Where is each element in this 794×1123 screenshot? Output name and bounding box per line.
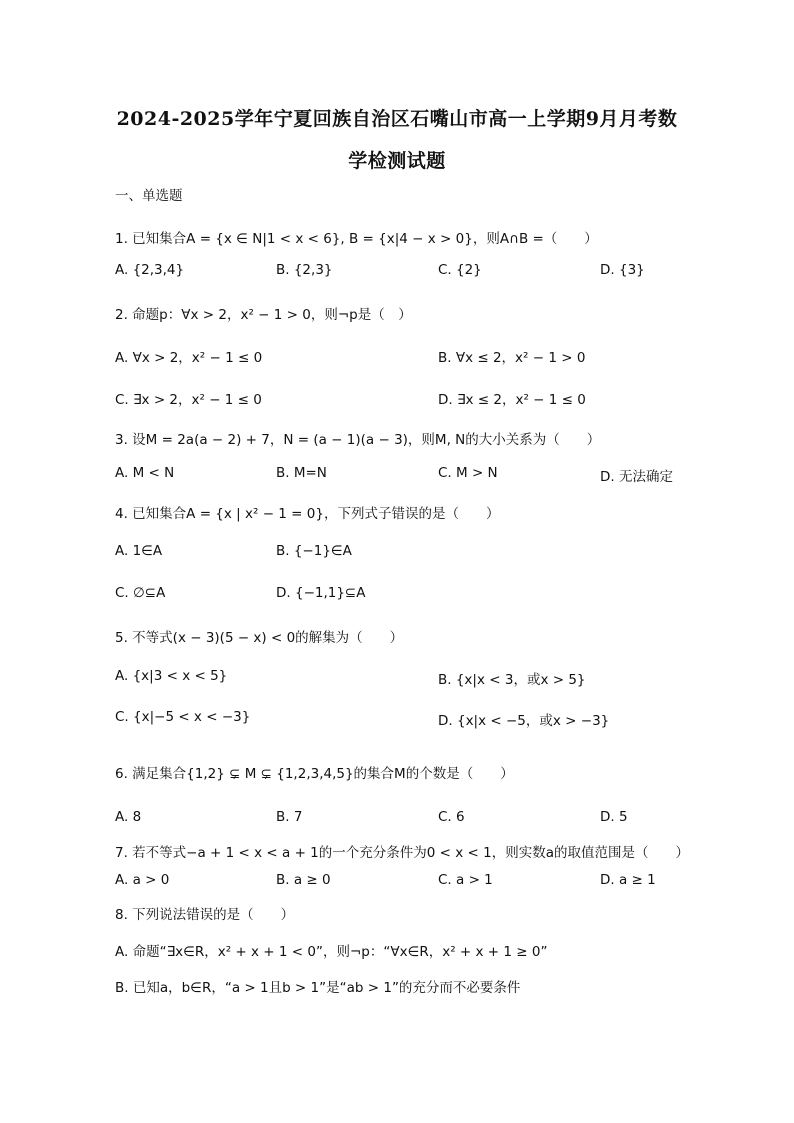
question-2-option-a: A. ∀x > 2，x² − 1 ≤ 0 bbox=[115, 350, 263, 366]
question-4-option-c: C. ∅⊆A bbox=[115, 585, 166, 601]
question-3-stem: 3. 设M = 2a(a − 2) + 7，N = (a − 1)(a − 3)，则M, N的大小关系为（ ） bbox=[115, 432, 601, 448]
question-2-option-b: B. ∀x ≤ 2，x² − 1 > 0 bbox=[438, 350, 586, 366]
question-3-option-b: B. M=N bbox=[276, 465, 327, 481]
document-title-line-1: 2024-2025学年宁夏回族自治区石嘴山市高一上学期9月月考数 bbox=[116, 108, 678, 130]
question-6-option-b: B. 7 bbox=[276, 809, 303, 825]
question-1-option-b: B. {2,3} bbox=[276, 262, 333, 278]
document-title-line-2: 学检测试题 bbox=[348, 150, 446, 172]
question-1-option-a: A. {2,3,4} bbox=[115, 262, 185, 278]
question-5-option-a: A. {x|3 < x < 5} bbox=[115, 668, 228, 684]
section-heading: 一、单选题 bbox=[115, 188, 183, 204]
question-6-option-d: D. 5 bbox=[600, 809, 628, 825]
question-5-option-d: D. {x|x < −5，或x > −3} bbox=[438, 713, 610, 729]
question-1-option-c: C. {2} bbox=[438, 262, 482, 278]
question-8-stem: 8. 下列说法错误的是（ ） bbox=[115, 907, 295, 923]
question-7-option-a: A. a > 0 bbox=[115, 872, 170, 888]
question-4-option-b: B. {−1}∈A bbox=[276, 543, 352, 559]
question-4-stem: 4. 已知集合A = {x | x² − 1 = 0}，下列式子错误的是（ ） bbox=[115, 506, 500, 522]
question-5-option-c: C. {x|−5 < x < −3} bbox=[115, 709, 251, 725]
question-6-option-a: A. 8 bbox=[115, 809, 142, 825]
question-3-option-d: D. 无法确定 bbox=[600, 469, 673, 485]
question-1-option-d: D. {3} bbox=[600, 262, 645, 278]
question-5-stem: 5. 不等式(x − 3)(5 − x) < 0的解集为（ ） bbox=[115, 630, 404, 646]
question-4-option-d: D. {−1,1}⊆A bbox=[276, 585, 366, 601]
question-7-option-d: D. a ≥ 1 bbox=[600, 872, 656, 888]
question-6-option-c: C. 6 bbox=[438, 809, 465, 825]
question-6-stem: 6. 满足集合{1,2} ⊊ M ⊊ {1,2,3,4,5}的集合M的个数是（ ） bbox=[115, 766, 514, 782]
question-7-option-c: C. a > 1 bbox=[438, 872, 493, 888]
question-7-stem: 7. 若不等式−a + 1 < x < a + 1的一个充分条件为0 < x < 1，则实数a的取值范围是（ ） bbox=[115, 845, 689, 861]
question-8-option-b: B. 已知a，b∈R，“a > 1且b > 1”是“ab > 1”的充分而不必要条件 bbox=[115, 980, 521, 996]
question-8-option-a: A. 命题“∃x∈R，x² + x + 1 < 0”，则¬p：“∀x∈R，x² + x + 1 ≥ 0” bbox=[115, 944, 548, 960]
question-2-option-d: D. ∃x ≤ 2，x² − 1 ≤ 0 bbox=[438, 392, 586, 408]
question-1-stem: 1. 已知集合A = {x ∈ N|1 < x < 6}, B = {x|4 − x > 0}，则A∩B =（ ） bbox=[115, 231, 598, 247]
question-7-option-b: B. a ≥ 0 bbox=[276, 872, 331, 888]
question-5-option-b: B. {x|x < 3，或x > 5} bbox=[438, 672, 586, 688]
question-3-option-a: A. M < N bbox=[115, 465, 175, 481]
question-4-option-a: A. 1∈A bbox=[115, 543, 163, 559]
question-2-option-c: C. ∃x > 2，x² − 1 ≤ 0 bbox=[115, 392, 262, 408]
question-3-option-c: C. M > N bbox=[438, 465, 498, 481]
question-2-stem: 2. 命题p：∀x > 2，x² − 1 > 0，则¬p是（ ） bbox=[115, 307, 412, 323]
